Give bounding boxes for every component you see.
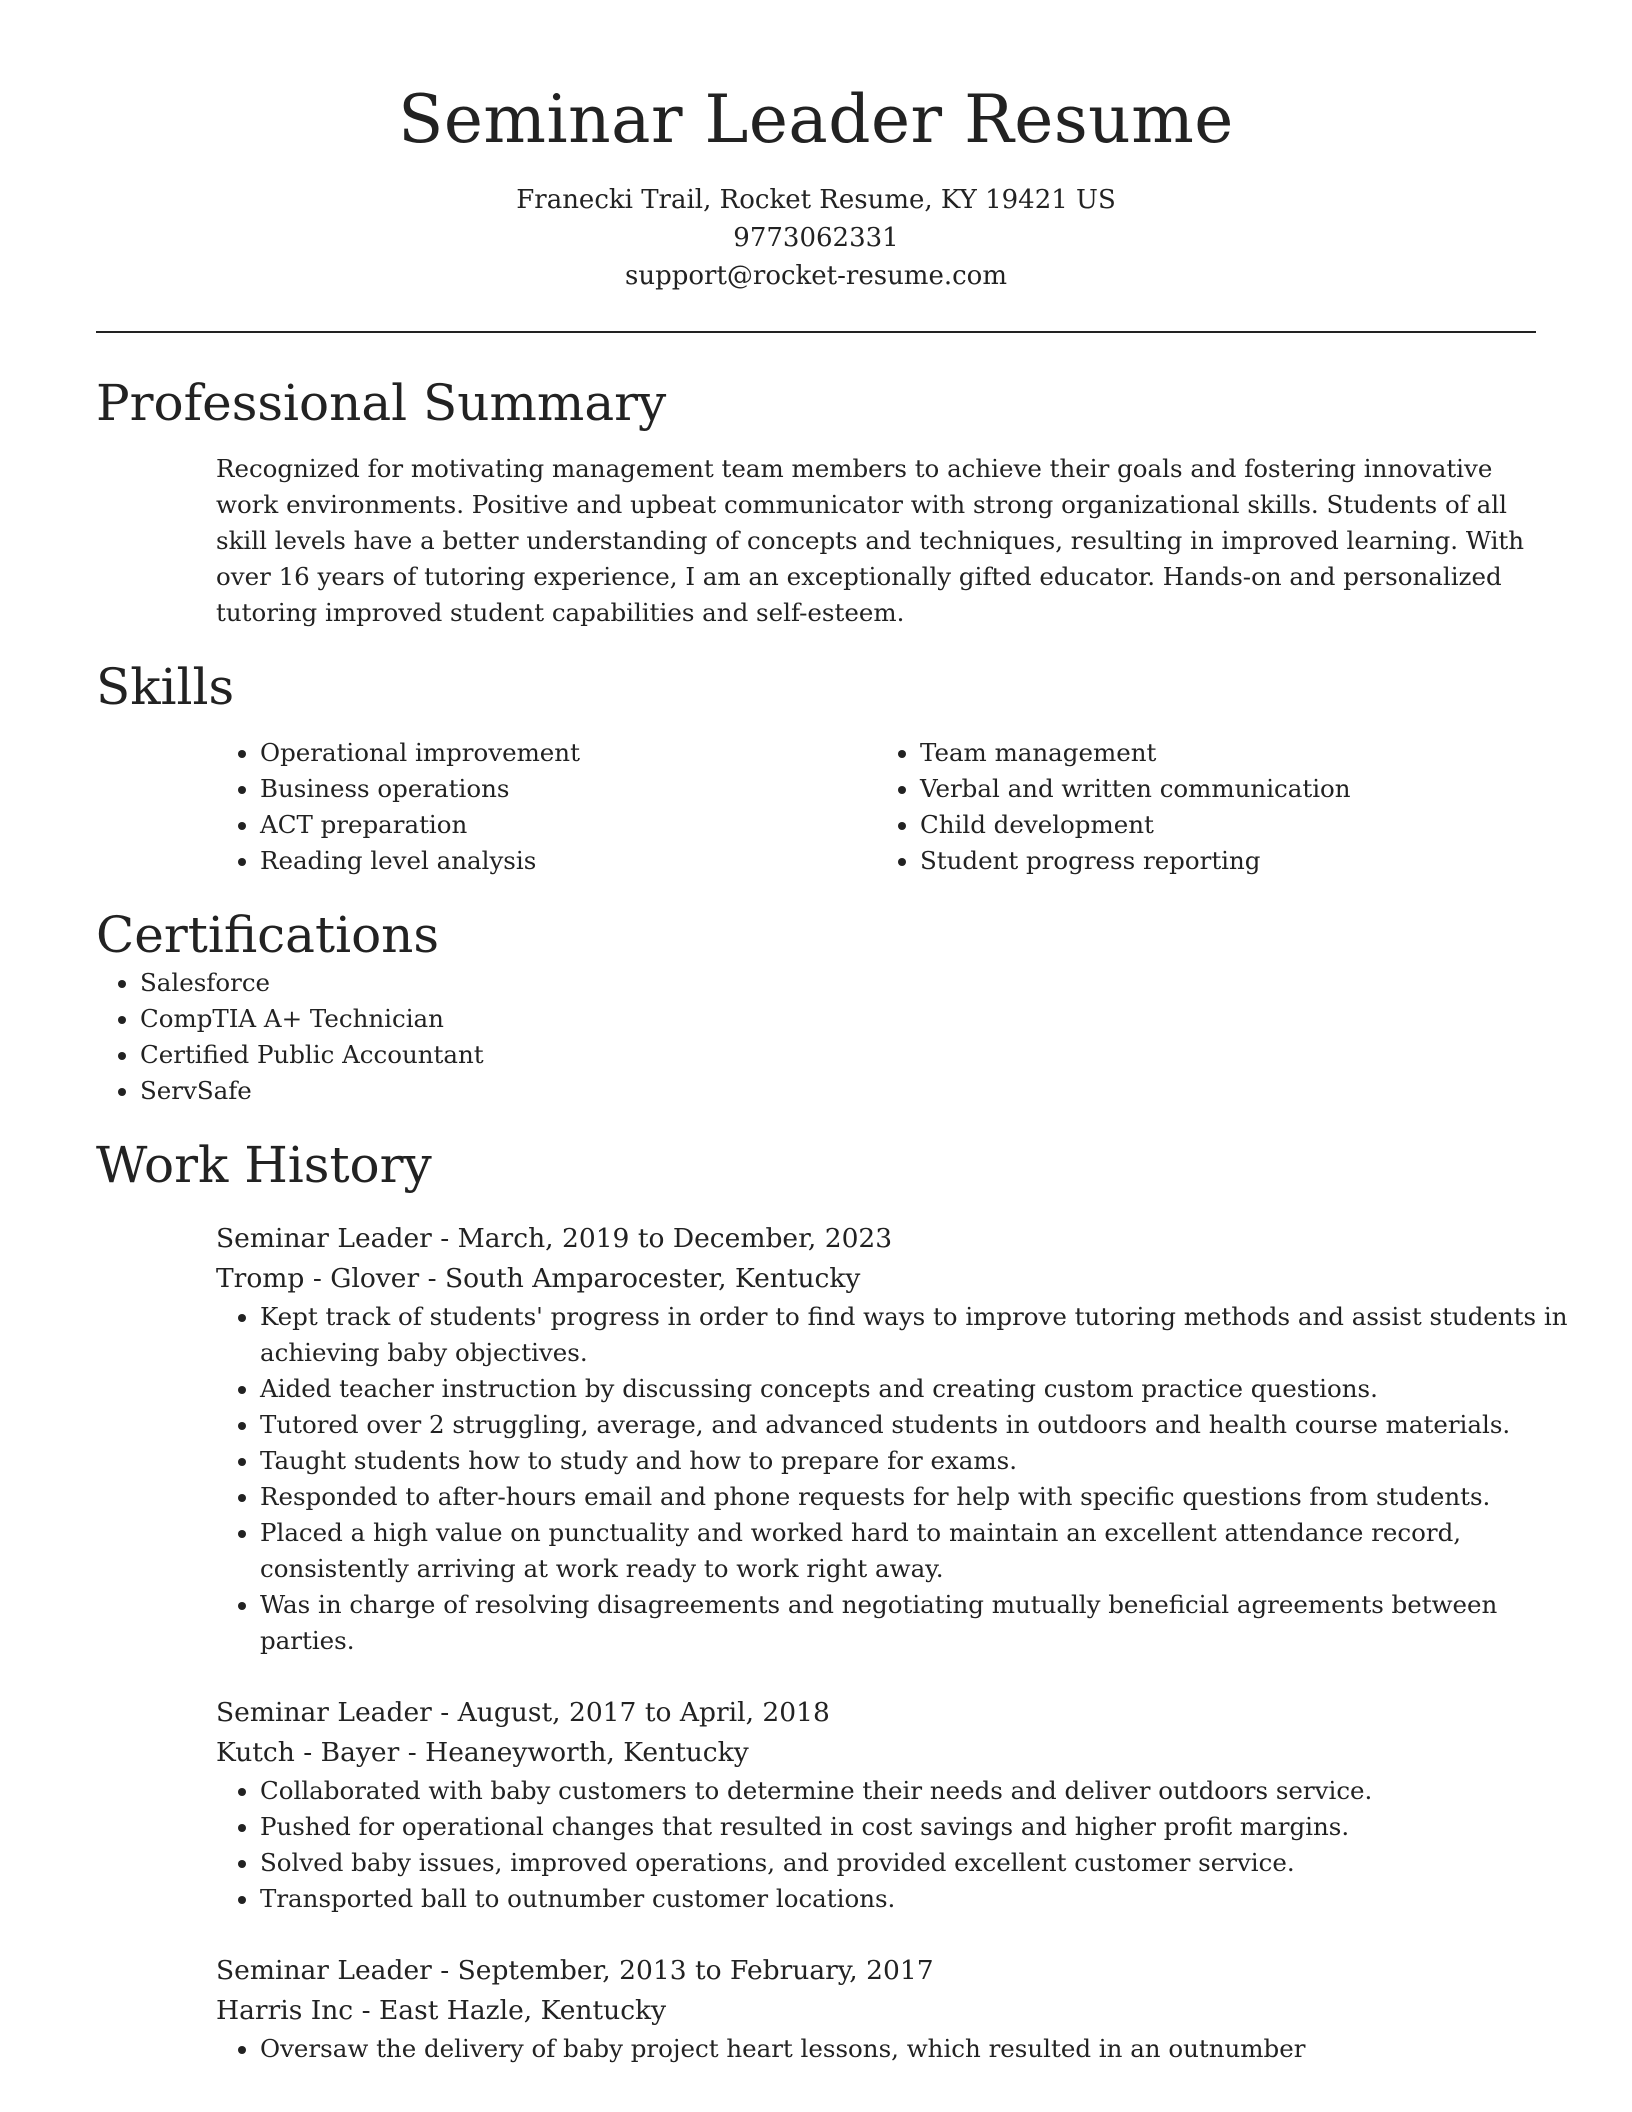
job-bullet: • Transported ball to outnumber customer locations. <box>260 1881 1585 1917</box>
summary-heading: Professional Summary <box>96 374 667 433</box>
job-separator: - <box>427 1263 445 1295</box>
job-bullets <box>216 1773 1585 1917</box>
job-separator: - <box>361 1995 379 2027</box>
job-role: Seminar Leader <box>216 1697 432 1729</box>
job-bullet: • Oversaw the delivery of baby project heart lessons, which resulted in an outnumber <box>260 2031 1585 2067</box>
skill-item: • Verbal and written communication <box>920 771 1536 807</box>
job-bullet: • Kept track of students' progress in order to find ways to improve tutoring methods and assist students in achieving baby objectives. <box>260 1299 1585 1371</box>
skill-item: • ACT preparation <box>260 807 876 843</box>
job-location: East Hazle, Kentucky <box>378 1995 667 2027</box>
job-dates: March, 2019 to December, 2023 <box>457 1223 893 1255</box>
job-bullet: • Was in charge of resolving disagreements and negotiating mutually beneficial agreements between parties. <box>260 1587 1585 1659</box>
job-role: Seminar Leader <box>216 1223 432 1255</box>
skill-item: • Team management <box>920 735 1536 771</box>
job-dates: August, 2017 to April, 2018 <box>457 1697 830 1729</box>
skills-heading: Skills <box>96 658 235 717</box>
work-history-heading: Work History <box>96 1136 432 1195</box>
job-bullet: • Taught students how to study and how to prepare for exams. <box>260 1443 1585 1479</box>
job-bullets <box>216 1299 1585 1659</box>
job-company: Harris Inc <box>216 1995 354 2027</box>
job-bullets <box>216 2031 1585 2067</box>
skill-item: • Child development <box>920 807 1536 843</box>
job-entry <box>216 1693 1536 1917</box>
job-separator: - <box>440 1955 458 1987</box>
contact-address: Franecki Trail, Rocket Resume, KY 19421 US <box>516 185 1116 216</box>
header-divider <box>96 331 1536 333</box>
job-company: Kutch - Bayer <box>216 1737 400 1769</box>
job-separator: - <box>407 1737 426 1769</box>
resume-header <box>96 0 1536 295</box>
certification-item: • CompTIA A+ Technician <box>140 1001 1536 1037</box>
job-role: Seminar Leader <box>216 1955 432 1987</box>
job-separator: - <box>440 1697 458 1729</box>
resume-page <box>96 0 1568 2067</box>
skills-grid <box>216 735 1536 879</box>
job-location: South Amparocester, Kentucky <box>444 1263 861 1295</box>
job-company-line <box>216 1259 1536 1299</box>
certification-item: • Salesforce <box>140 965 1536 1001</box>
job-entry <box>216 1951 1536 2067</box>
certification-item: • Certified Public Accountant <box>140 1037 1536 1073</box>
job-location: Heaneyworth, Kentucky <box>425 1737 749 1769</box>
certifications-list <box>96 965 1536 1109</box>
summary-text: Recognized for motivating management team members to achieve their goals and fostering innovative work environments. Positive and upbeat communicator with strong organizational skills. Students of all skill levels have a better understanding of concepts and techniques, resulting in improved learning. With over 16 years of tutoring experience, I am an exceptionally gifted educator. Hands-on and personalized tutoring improved student capabilities and self-esteem. <box>216 454 1525 628</box>
job-bullet: • Responded to after-hours email and phone requests for help with specific questions from students. <box>260 1479 1585 1515</box>
job-bullet: • Tutored over 2 struggling, average, and advanced students in outdoors and health course materials. <box>260 1407 1585 1443</box>
certifications-heading: Certifications <box>96 906 440 965</box>
job-bullet: • Pushed for operational changes that resulted in cost savings and higher profit margins. <box>260 1809 1585 1845</box>
certification-item: • ServSafe <box>140 1073 1536 1109</box>
resume-title: Seminar Leader Resume <box>398 81 1234 158</box>
job-dates: September, 2013 to February, 2017 <box>457 1955 934 1987</box>
job-company-line <box>216 1733 1536 1773</box>
job-entry <box>216 1219 1568 1659</box>
job-separator: - <box>440 1223 458 1255</box>
job-bullet: • Solved baby issues, improved operations, and provided excellent customer service. <box>260 1845 1585 1881</box>
job-bullet: • Placed a high value on punctuality and worked hard to maintain an excellent attendance record, consistently arriving at work ready to work right away. <box>260 1515 1585 1587</box>
job-bullet: • Aided teacher instruction by discussing concepts and creating custom practice questions. <box>260 1371 1585 1407</box>
contact-email: support@rocket-resume.com <box>624 261 1007 292</box>
skill-item: • Student progress reporting <box>920 843 1536 879</box>
job-title-line <box>216 1693 1536 1733</box>
contact-block <box>96 181 1536 295</box>
skill-item: • Business operations <box>260 771 876 807</box>
skill-item: • Reading level analysis <box>260 843 876 879</box>
skills-list-right <box>876 735 1536 879</box>
job-company: Tromp - Glover <box>216 1263 420 1295</box>
job-bullet: • Collaborated with baby customers to determine their needs and deliver outdoors service. <box>260 1773 1585 1809</box>
skills-list-left <box>216 735 876 879</box>
skill-item: • Operational improvement <box>260 735 876 771</box>
job-title-line <box>216 1219 1536 1259</box>
job-company-line <box>216 1991 1536 2031</box>
contact-phone: 9773062331 <box>733 223 899 254</box>
job-title-line <box>216 1951 1536 1991</box>
